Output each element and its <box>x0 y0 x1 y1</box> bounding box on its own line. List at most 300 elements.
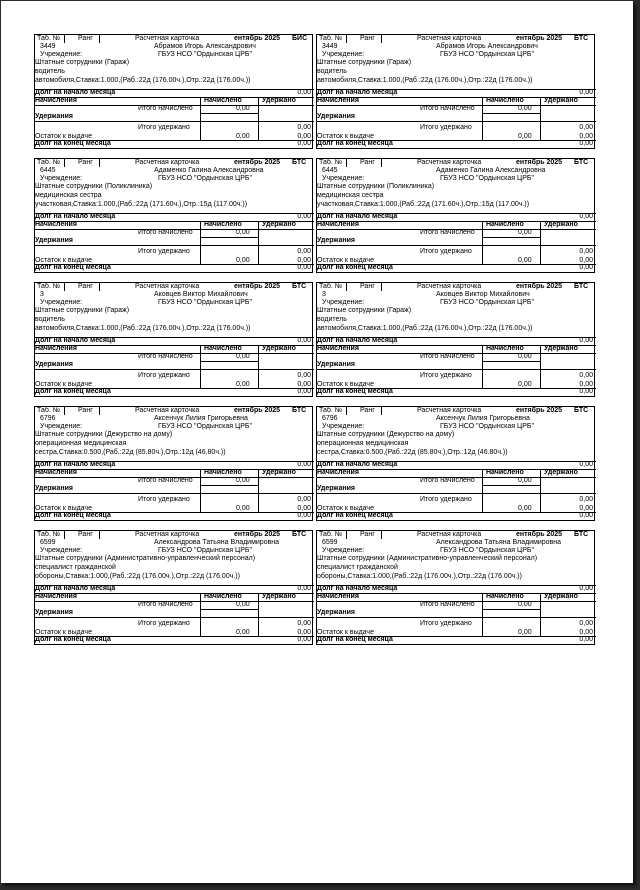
tab-no-label: Таб. № <box>319 283 343 290</box>
card-title: Расчетная карточка <box>135 283 200 290</box>
balance-label: Остаток к выдаче <box>317 381 374 388</box>
total-accrued-value: 0,00 <box>518 477 532 484</box>
card-title: Расчетная карточка <box>135 531 200 538</box>
divider <box>540 97 541 140</box>
debt-end-label: Долг на конец месяца <box>35 512 111 519</box>
balance-label: Остаток к выдаче <box>317 257 374 264</box>
withholdings-header: Удержания <box>317 237 355 244</box>
employee-name: Аксенчук Лилия Григорьевна <box>436 415 530 422</box>
tab-no-label: Таб. № <box>37 283 61 290</box>
position: операционная медицинская <box>317 440 409 447</box>
institution-label: Учреждение: <box>40 423 83 430</box>
department: Штатные сотрудники (Поликлиника) <box>317 183 435 190</box>
balance-accrued-value: 0,00 <box>236 133 250 140</box>
balance-withheld-value: 0,00 <box>297 381 311 388</box>
divider <box>483 113 541 114</box>
divider <box>99 406 100 415</box>
accrued-header: Начислено <box>204 97 242 104</box>
total-accrued-value: 0,00 <box>518 105 532 112</box>
divider <box>381 34 382 43</box>
debt-end-value: 0,00 <box>297 388 311 395</box>
withholdings-header: Удержания <box>35 361 73 368</box>
accruals-header: Начисления <box>317 221 359 228</box>
debt-start-label: Долг на начало месяца <box>35 213 116 220</box>
payslip-card <box>316 530 596 646</box>
position: медицинская сестра <box>35 192 102 199</box>
position: операционная медицинская <box>35 440 127 447</box>
balance-label: Остаток к выдаче <box>317 505 374 512</box>
total-withheld-label: Итого удержано <box>138 620 190 627</box>
debt-end-label: Долг на конец месяца <box>317 636 393 643</box>
divider <box>483 485 541 486</box>
divider <box>346 158 347 167</box>
debt-start-value: 0,00 <box>297 213 311 220</box>
withheld-header: Удержано <box>544 345 578 352</box>
debt-start-value: 0,00 <box>579 213 593 220</box>
divider <box>99 530 100 539</box>
institution-name: ГБУЗ НСО "Ордынская ЦРБ" <box>158 547 252 554</box>
tab-number: 6796 <box>322 415 338 422</box>
divider <box>200 469 201 512</box>
total-accrued-value: 0,00 <box>236 353 250 360</box>
payslip-card <box>316 406 596 522</box>
balance-accrued-value: 0,00 <box>518 505 532 512</box>
department: Штатные сотрудники (Гараж) <box>317 307 412 314</box>
divider <box>381 530 382 539</box>
divider <box>64 282 65 291</box>
institution-name: ГБУЗ НСО "Ордынская ЦРБ" <box>158 299 252 306</box>
balance-withheld-value: 0,00 <box>579 629 593 636</box>
withholdings-header: Удержания <box>317 609 355 616</box>
position-rate: автомобиля,Ставка:1.000,(Раб.:22д (176.00ч.),Отр.:22д (176.00ч.)) <box>35 325 251 332</box>
employee-name: Александрова Татьяна Владимировна <box>436 539 562 546</box>
payslip-card <box>34 530 314 646</box>
institution-label: Учреждение: <box>322 175 365 182</box>
payslip-card <box>34 406 314 522</box>
card-title: Расчетная карточка <box>417 531 482 538</box>
total-accrued-label: Итого начислено <box>138 353 193 360</box>
department: Штатные сотрудники (Дежурство на дому) <box>317 431 455 438</box>
total-withheld-value: 0,00 <box>297 496 311 503</box>
accrued-header: Начислено <box>204 593 242 600</box>
code: БТС <box>574 35 589 42</box>
divider <box>34 493 314 494</box>
tab-no-label: Таб. № <box>37 407 61 414</box>
debt-start-label: Долг на начало месяца <box>35 89 116 96</box>
debt-start-label: Долг на начало месяца <box>35 461 116 468</box>
balance-accrued-value: 0,00 <box>236 381 250 388</box>
withholdings-header: Удержания <box>35 609 73 616</box>
divider <box>381 406 382 415</box>
total-accrued-value: 0,00 <box>236 105 250 112</box>
tab-number: 6796 <box>40 415 56 422</box>
tab-number: 3449 <box>40 43 56 50</box>
card-title: Расчетная карточка <box>417 283 482 290</box>
balance-label: Остаток к выдаче <box>35 381 92 388</box>
institution-label: Учреждение: <box>40 51 83 58</box>
balance-accrued-value: 0,00 <box>236 257 250 264</box>
divider <box>346 406 347 415</box>
divider <box>316 245 596 246</box>
accruals-header: Начисления <box>317 469 359 476</box>
debt-end-label: Долг на конец месяца <box>35 636 111 643</box>
period: ентябрь 2025 <box>516 159 563 166</box>
divider <box>34 245 314 246</box>
divider <box>316 617 596 618</box>
divider <box>64 158 65 167</box>
tab-no-label: Таб. № <box>37 159 61 166</box>
debt-end-value: 0,00 <box>579 264 593 271</box>
divider <box>64 406 65 415</box>
employee-name: Аковцев Виктор Михайлович <box>154 291 248 298</box>
position-rate: сестра,Ставка:0.500,(Раб.:22д (85.80ч.),Отр.:12д (46.80ч.)) <box>317 449 508 456</box>
divider <box>482 469 483 512</box>
divider <box>200 345 201 388</box>
institution-name: ГБУЗ НСО "Ордынская ЦРБ" <box>158 423 252 430</box>
rank-label: Ранг <box>78 35 93 42</box>
code: БТС <box>292 407 307 414</box>
total-accrued-label: Итого начислено <box>420 477 475 484</box>
withheld-header: Удержано <box>544 593 578 600</box>
divider <box>200 221 201 264</box>
balance-label: Остаток к выдаче <box>317 133 374 140</box>
debt-start-value: 0,00 <box>579 585 593 592</box>
accrued-header: Начислено <box>486 593 524 600</box>
total-withheld-value: 0,00 <box>579 372 593 379</box>
institution-label: Учреждение: <box>40 547 83 554</box>
divider <box>201 485 259 486</box>
total-withheld-value: 0,00 <box>579 496 593 503</box>
withholdings-header: Удержания <box>35 237 73 244</box>
debt-end-label: Долг на конец месяца <box>317 512 393 519</box>
debt-start-value: 0,00 <box>297 585 311 592</box>
code: БТС <box>574 283 589 290</box>
tab-no-label: Таб. № <box>37 531 61 538</box>
code: БТС <box>574 531 589 538</box>
total-withheld-value: 0,00 <box>579 248 593 255</box>
withheld-header: Удержано <box>544 469 578 476</box>
institution-label: Учреждение: <box>322 547 365 554</box>
position-rate: автомобиля,Ставка:1.000,(Раб.:22д (176.00ч.),Отр.:22д (176.00ч.)) <box>317 77 533 84</box>
balance-label: Остаток к выдаче <box>35 505 92 512</box>
debt-end-label: Долг на конец месяца <box>317 264 393 271</box>
rank-label: Ранг <box>360 531 375 538</box>
debt-start-label: Долг на начало месяца <box>317 213 398 220</box>
payslip-card <box>34 158 314 274</box>
employee-name: Абрамов Игорь Александрович <box>436 43 538 50</box>
total-accrued-label: Итого начислено <box>420 105 475 112</box>
rank-label: Ранг <box>360 159 375 166</box>
total-accrued-value: 0,00 <box>518 601 532 608</box>
accruals-header: Начисления <box>35 221 77 228</box>
accruals-header: Начисления <box>317 593 359 600</box>
tab-no-label: Таб. № <box>319 407 343 414</box>
payslip-card <box>316 34 596 150</box>
period: ентябрь 2025 <box>516 407 563 414</box>
withheld-header: Удержано <box>262 593 296 600</box>
divider <box>34 121 314 122</box>
debt-start-label: Долг на начало месяца <box>317 337 398 344</box>
accrued-header: Начислено <box>486 345 524 352</box>
tab-no-label: Таб. № <box>319 35 343 42</box>
total-withheld-label: Итого удержано <box>138 248 190 255</box>
total-accrued-label: Итого начислено <box>138 601 193 608</box>
code: БТС <box>292 159 307 166</box>
debt-start-label: Долг на начало месяца <box>317 461 398 468</box>
total-accrued-value: 0,00 <box>518 229 532 236</box>
payslip-card <box>316 158 596 274</box>
accruals-header: Начисления <box>35 593 77 600</box>
payslip-card <box>316 282 596 398</box>
department: Штатные сотрудники (Поликлиника) <box>35 183 153 190</box>
position-rate: сестра,Ставка:0.500,(Раб.:22д (85.80ч.),Отр.:12д (46.80ч.)) <box>35 449 226 456</box>
balance-label: Остаток к выдаче <box>35 133 92 140</box>
debt-start-value: 0,00 <box>579 337 593 344</box>
divider <box>482 345 483 388</box>
withheld-header: Удержано <box>544 221 578 228</box>
payslip-card <box>34 282 314 398</box>
total-withheld-label: Итого удержано <box>138 496 190 503</box>
withholdings-header: Удержания <box>35 113 73 120</box>
tab-number: 6445 <box>322 167 338 174</box>
card-title: Расчетная карточка <box>417 35 482 42</box>
withholdings-header: Удержания <box>35 485 73 492</box>
divider <box>201 361 259 362</box>
debt-end-value: 0,00 <box>579 388 593 395</box>
accrued-header: Начислено <box>486 469 524 476</box>
period: ентябрь 2025 <box>234 283 281 290</box>
institution-name: ГБУЗ НСО "Ордынская ЦРБ" <box>440 299 534 306</box>
institution-label: Учреждение: <box>40 175 83 182</box>
position: медицинская сестра <box>317 192 384 199</box>
divider <box>482 97 483 140</box>
debt-start-value: 0,00 <box>579 461 593 468</box>
divider <box>201 609 259 610</box>
total-accrued-value: 0,00 <box>236 229 250 236</box>
position-rate: автомобиля,Ставка:1.000,(Раб.:22д (176.00ч.),Отр.:22д (176.00ч.)) <box>35 77 251 84</box>
position-rate: обороны,Ставка:1.000,(Раб.:22д (176.00ч.),Отр.:22д (176.00ч.)) <box>35 573 240 580</box>
position-rate: участковая,Ставка:1.000,(Раб.:22д (171.60ч.),Отр.:15д (117.00ч.)) <box>35 201 248 208</box>
accruals-header: Начисления <box>317 345 359 352</box>
institution-name: ГБУЗ НСО "Ордынская ЦРБ" <box>158 175 252 182</box>
institution-label: Учреждение: <box>322 423 365 430</box>
period: ентябрь 2025 <box>516 35 563 42</box>
divider <box>381 282 382 291</box>
divider <box>201 237 259 238</box>
tab-no-label: Таб. № <box>319 159 343 166</box>
tab-number: 3 <box>322 291 326 298</box>
accruals-header: Начисления <box>35 345 77 352</box>
position: водитель <box>35 316 65 323</box>
rank-label: Ранг <box>360 283 375 290</box>
balance-accrued-value: 0,00 <box>236 505 250 512</box>
position: водитель <box>35 68 65 75</box>
position-rate: автомобиля,Ставка:1.000,(Раб.:22д (176.00ч.),Отр.:22д (176.00ч.)) <box>317 325 533 332</box>
debt-end-value: 0,00 <box>297 636 311 643</box>
period: ентябрь 2025 <box>234 407 281 414</box>
print-preview-page <box>1 1 633 883</box>
institution-label: Учреждение: <box>322 51 365 58</box>
institution-label: Учреждение: <box>40 299 83 306</box>
payslip-card <box>34 34 314 150</box>
total-accrued-label: Итого начислено <box>420 601 475 608</box>
accrued-header: Начислено <box>204 221 242 228</box>
divider <box>201 113 259 114</box>
rank-label: Ранг <box>78 159 93 166</box>
debt-end-label: Долг на конец месяца <box>317 388 393 395</box>
total-withheld-value: 0,00 <box>297 620 311 627</box>
total-withheld-label: Итого удержано <box>420 248 472 255</box>
divider <box>483 609 541 610</box>
debt-start-label: Долг на начало месяца <box>317 585 398 592</box>
position: водитель <box>317 68 347 75</box>
debt-end-label: Долг на конец месяца <box>317 140 393 147</box>
rank-label: Ранг <box>78 531 93 538</box>
position: специалист гражданской <box>35 564 116 571</box>
balance-withheld-value: 0,00 <box>297 257 311 264</box>
total-accrued-label: Итого начислено <box>420 353 475 360</box>
debt-end-value: 0,00 <box>579 140 593 147</box>
department: Штатные сотрудники (Дежурство на дому) <box>35 431 173 438</box>
balance-withheld-value: 0,00 <box>579 257 593 264</box>
divider <box>99 34 100 43</box>
divider <box>99 158 100 167</box>
divider <box>34 617 314 618</box>
department: Штатные сотрудники (Административно-управленческий персонал) <box>35 555 256 562</box>
divider <box>200 593 201 636</box>
divider <box>34 369 314 370</box>
card-title: Расчетная карточка <box>135 407 200 414</box>
debt-start-value: 0,00 <box>579 89 593 96</box>
total-accrued-value: 0,00 <box>236 601 250 608</box>
code: БИС <box>292 35 308 42</box>
divider <box>540 221 541 264</box>
tab-number: 6445 <box>40 167 56 174</box>
tab-no-label: Таб. № <box>37 35 61 42</box>
divider <box>258 593 259 636</box>
divider <box>64 530 65 539</box>
rank-label: Ранг <box>360 35 375 42</box>
withheld-header: Удержано <box>262 97 296 104</box>
total-withheld-label: Итого удержано <box>420 496 472 503</box>
total-withheld-value: 0,00 <box>297 124 311 131</box>
period: ентябрь 2025 <box>234 531 281 538</box>
code: БТС <box>292 531 307 538</box>
debt-end-value: 0,00 <box>297 512 311 519</box>
department: Штатные сотрудники (Административно-управленческий персонал) <box>317 555 538 562</box>
balance-withheld-value: 0,00 <box>297 629 311 636</box>
divider <box>258 345 259 388</box>
balance-withheld-value: 0,00 <box>579 133 593 140</box>
card-title: Расчетная карточка <box>135 159 200 166</box>
total-accrued-label: Итого начислено <box>138 229 193 236</box>
debt-end-value: 0,00 <box>579 636 593 643</box>
total-withheld-value: 0,00 <box>579 124 593 131</box>
total-accrued-label: Итого начислено <box>138 477 193 484</box>
divider <box>258 221 259 264</box>
total-withheld-label: Итого удержано <box>420 372 472 379</box>
divider <box>482 593 483 636</box>
total-withheld-value: 0,00 <box>297 372 311 379</box>
withheld-header: Удержано <box>544 97 578 104</box>
withholdings-header: Удержания <box>317 113 355 120</box>
position-rate: участковая,Ставка:1.000,(Раб.:22д (171.60ч.),Отр.:15д (117.00ч.)) <box>317 201 530 208</box>
position: водитель <box>317 316 347 323</box>
debt-end-value: 0,00 <box>297 140 311 147</box>
divider <box>346 530 347 539</box>
divider <box>99 282 100 291</box>
divider <box>540 593 541 636</box>
rank-label: Ранг <box>78 407 93 414</box>
total-accrued-value: 0,00 <box>518 353 532 360</box>
debt-end-label: Долг на конец месяца <box>35 140 111 147</box>
balance-withheld-value: 0,00 <box>297 133 311 140</box>
institution-label: Учреждение: <box>322 299 365 306</box>
debt-start-label: Долг на начало месяца <box>35 585 116 592</box>
balance-accrued-value: 0,00 <box>518 257 532 264</box>
accrued-header: Начислено <box>486 221 524 228</box>
card-title: Расчетная карточка <box>135 35 200 42</box>
balance-label: Остаток к выдаче <box>317 629 374 636</box>
employee-name: Аковцев Виктор Михайлович <box>436 291 530 298</box>
divider <box>64 34 65 43</box>
institution-name: ГБУЗ НСО "Ордынская ЦРБ" <box>440 175 534 182</box>
divider <box>540 345 541 388</box>
balance-label: Остаток к выдаче <box>35 629 92 636</box>
department: Штатные сотрудники (Гараж) <box>35 307 130 314</box>
institution-name: ГБУЗ НСО "Ордынская ЦРБ" <box>440 51 534 58</box>
divider <box>258 469 259 512</box>
total-withheld-label: Итого удержано <box>420 124 472 131</box>
tab-number: 6599 <box>322 539 338 546</box>
period: ентябрь 2025 <box>516 283 563 290</box>
accrued-header: Начислено <box>204 345 242 352</box>
divider <box>483 361 541 362</box>
divider <box>346 282 347 291</box>
withholdings-header: Удержания <box>317 485 355 492</box>
balance-accrued-value: 0,00 <box>518 133 532 140</box>
code: БТС <box>292 283 307 290</box>
rank-label: Ранг <box>78 283 93 290</box>
card-title: Расчетная карточка <box>417 407 482 414</box>
balance-withheld-value: 0,00 <box>297 505 311 512</box>
debt-start-value: 0,00 <box>297 461 311 468</box>
debt-end-label: Долг на конец месяца <box>35 264 111 271</box>
withheld-header: Удержано <box>262 345 296 352</box>
divider <box>540 469 541 512</box>
total-accrued-label: Итого начислено <box>420 229 475 236</box>
total-accrued-label: Итого начислено <box>138 105 193 112</box>
divider <box>316 121 596 122</box>
balance-accrued-value: 0,00 <box>518 629 532 636</box>
withheld-header: Удержано <box>262 221 296 228</box>
employee-name: Адаменко Галина Александровна <box>154 167 264 174</box>
employee-name: Абрамов Игорь Александрович <box>154 43 256 50</box>
accrued-header: Начислено <box>486 97 524 104</box>
debt-end-label: Долг на конец месяца <box>35 388 111 395</box>
rank-label: Ранг <box>360 407 375 414</box>
balance-withheld-value: 0,00 <box>579 505 593 512</box>
divider <box>483 237 541 238</box>
total-withheld-value: 0,00 <box>579 620 593 627</box>
institution-name: ГБУЗ НСО "Ордынская ЦРБ" <box>158 51 252 58</box>
debt-end-value: 0,00 <box>579 512 593 519</box>
divider <box>200 97 201 140</box>
tab-number: 6599 <box>40 539 56 546</box>
accruals-header: Начисления <box>35 469 77 476</box>
position-rate: обороны,Ставка:1.000,(Раб.:22д (176.00ч.),Отр.:22д (176.00ч.)) <box>317 573 522 580</box>
employee-name: Адаменко Галина Александровна <box>436 167 546 174</box>
